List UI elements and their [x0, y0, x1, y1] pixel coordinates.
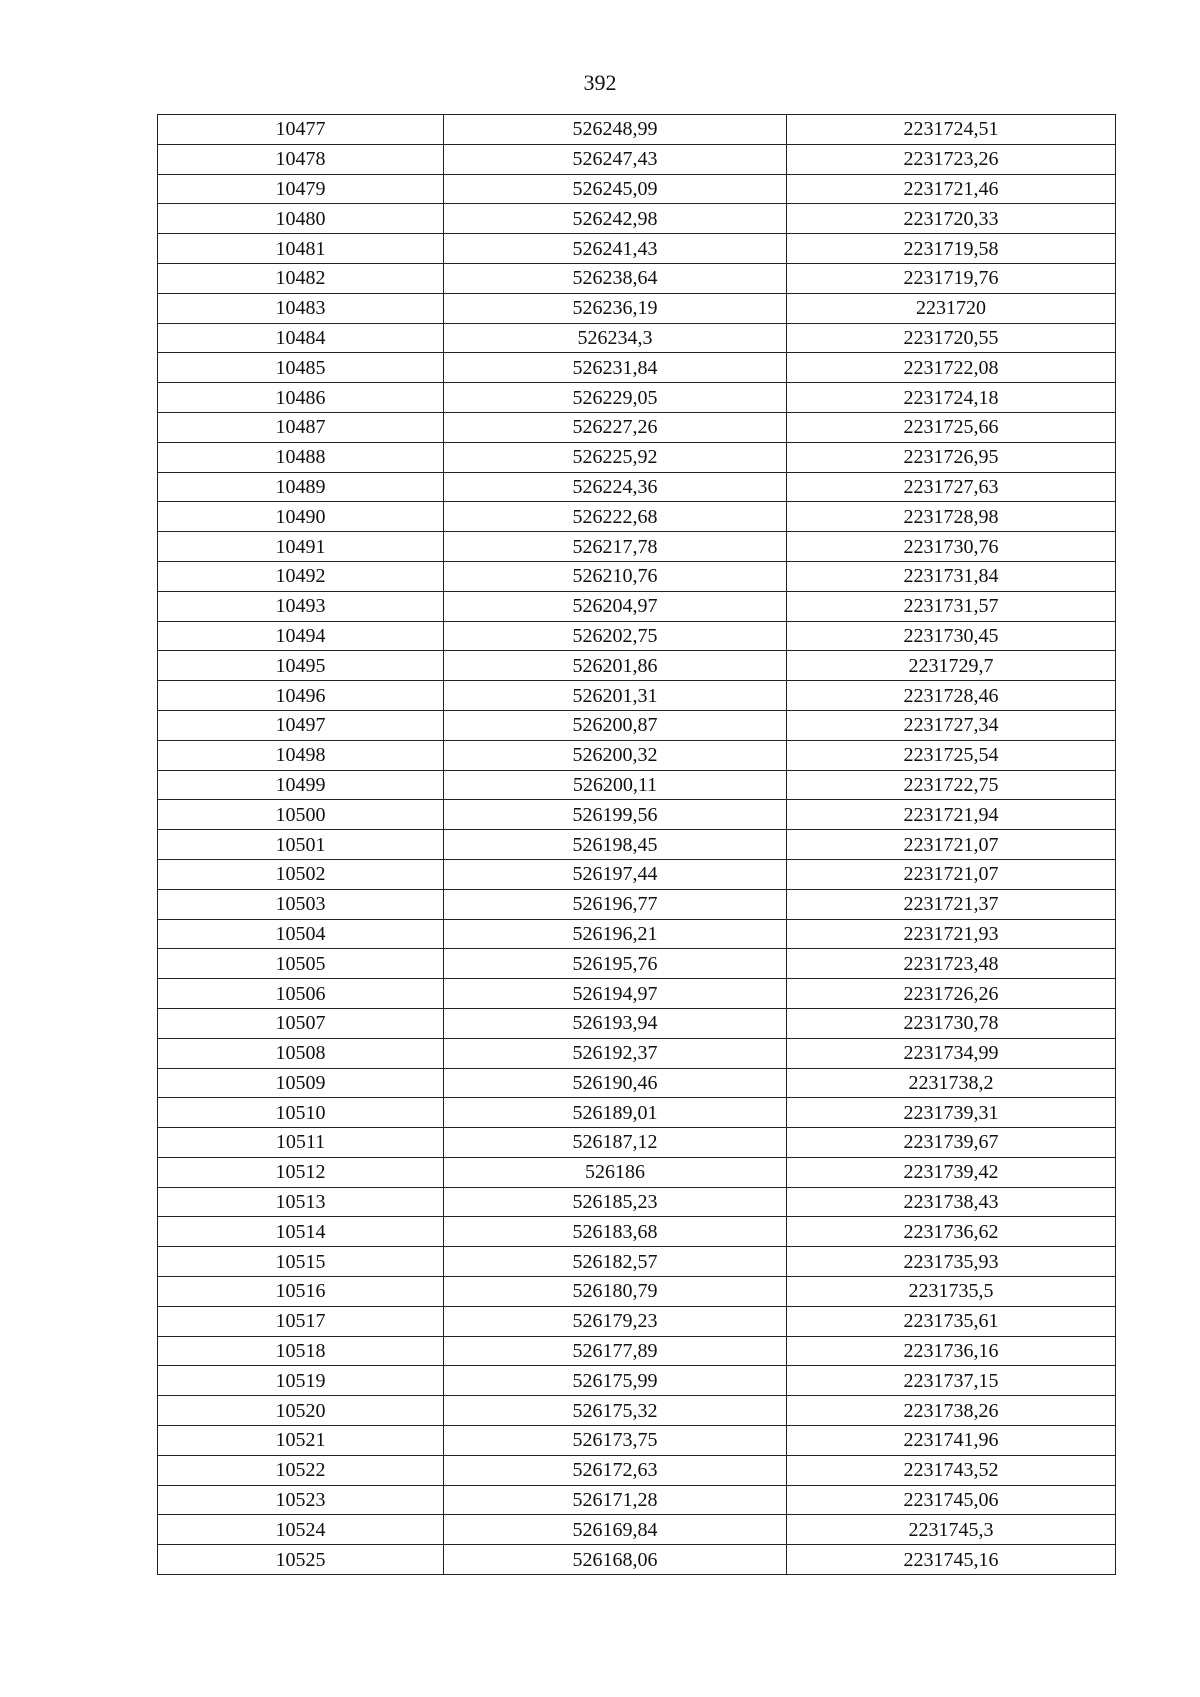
y-coordinate-cell: 2231725,66 — [787, 412, 1116, 442]
coordinates-table — [157, 114, 1116, 1575]
table-row — [158, 442, 1116, 472]
x-coordinate-cell: 526180,79 — [444, 1277, 787, 1307]
table-row — [158, 1545, 1116, 1575]
point-number-cell: 10500 — [158, 800, 444, 830]
y-coordinate-cell: 2231728,98 — [787, 502, 1116, 532]
point-number-cell: 10522 — [158, 1455, 444, 1485]
point-number-cell: 10495 — [158, 651, 444, 681]
y-coordinate-cell: 2231720,55 — [787, 323, 1116, 353]
x-coordinate-cell: 526183,68 — [444, 1217, 787, 1247]
table-row — [158, 800, 1116, 830]
point-number-cell: 10498 — [158, 740, 444, 770]
table-row — [158, 770, 1116, 800]
y-coordinate-cell: 2231724,18 — [787, 383, 1116, 413]
table-row — [158, 353, 1116, 383]
point-number-cell: 10515 — [158, 1247, 444, 1277]
y-coordinate-cell: 2231721,46 — [787, 174, 1116, 204]
y-coordinate-cell: 2231728,46 — [787, 681, 1116, 711]
x-coordinate-cell: 526200,87 — [444, 710, 787, 740]
point-number-cell: 10478 — [158, 144, 444, 174]
x-coordinate-cell: 526186 — [444, 1157, 787, 1187]
table-row — [158, 1426, 1116, 1456]
x-coordinate-cell: 526187,12 — [444, 1128, 787, 1158]
y-coordinate-cell: 2231721,93 — [787, 919, 1116, 949]
point-number-cell: 10505 — [158, 949, 444, 979]
point-number-cell: 10507 — [158, 1008, 444, 1038]
y-coordinate-cell: 2231720 — [787, 293, 1116, 323]
x-coordinate-cell: 526189,01 — [444, 1098, 787, 1128]
y-coordinate-cell: 2231736,62 — [787, 1217, 1116, 1247]
x-coordinate-cell: 526194,97 — [444, 979, 787, 1009]
table-row — [158, 1336, 1116, 1366]
table-row — [158, 1277, 1116, 1307]
table-row — [158, 681, 1116, 711]
point-number-cell: 10489 — [158, 472, 444, 502]
table-row — [158, 651, 1116, 681]
y-coordinate-cell: 2231719,76 — [787, 263, 1116, 293]
point-number-cell: 10487 — [158, 412, 444, 442]
x-coordinate-cell: 526225,92 — [444, 442, 787, 472]
table-row — [158, 1515, 1116, 1545]
table-row — [158, 1306, 1116, 1336]
table-row — [158, 561, 1116, 591]
y-coordinate-cell: 2231730,76 — [787, 532, 1116, 562]
point-number-cell: 10512 — [158, 1157, 444, 1187]
x-coordinate-cell: 526200,32 — [444, 740, 787, 770]
point-number-cell: 10485 — [158, 353, 444, 383]
table-row — [158, 263, 1116, 293]
x-coordinate-cell: 526199,56 — [444, 800, 787, 830]
coordinates-table-body — [158, 115, 1116, 1575]
point-number-cell: 10503 — [158, 889, 444, 919]
y-coordinate-cell: 2231738,2 — [787, 1068, 1116, 1098]
y-coordinate-cell: 2231725,54 — [787, 740, 1116, 770]
y-coordinate-cell: 2231739,42 — [787, 1157, 1116, 1187]
point-number-cell: 10510 — [158, 1098, 444, 1128]
x-coordinate-cell: 526245,09 — [444, 174, 787, 204]
y-coordinate-cell: 2231735,61 — [787, 1306, 1116, 1336]
y-coordinate-cell: 2231745,16 — [787, 1545, 1116, 1575]
table-row — [158, 1187, 1116, 1217]
point-number-cell: 10501 — [158, 830, 444, 860]
y-coordinate-cell: 2231723,26 — [787, 144, 1116, 174]
table-row — [158, 1455, 1116, 1485]
x-coordinate-cell: 526193,94 — [444, 1008, 787, 1038]
table-row — [158, 502, 1116, 532]
y-coordinate-cell: 2231737,15 — [787, 1366, 1116, 1396]
point-number-cell: 10481 — [158, 234, 444, 264]
point-number-cell: 10493 — [158, 591, 444, 621]
point-number-cell: 10525 — [158, 1545, 444, 1575]
x-coordinate-cell: 526224,36 — [444, 472, 787, 502]
table-row — [158, 740, 1116, 770]
x-coordinate-cell: 526196,21 — [444, 919, 787, 949]
y-coordinate-cell: 2231745,06 — [787, 1485, 1116, 1515]
point-number-cell: 10516 — [158, 1277, 444, 1307]
point-number-cell: 10523 — [158, 1485, 444, 1515]
point-number-cell: 10477 — [158, 115, 444, 145]
point-number-cell: 10494 — [158, 621, 444, 651]
x-coordinate-cell: 526217,78 — [444, 532, 787, 562]
point-number-cell: 10520 — [158, 1396, 444, 1426]
table-row — [158, 621, 1116, 651]
point-number-cell: 10486 — [158, 383, 444, 413]
table-row — [158, 1128, 1116, 1158]
table-row — [158, 532, 1116, 562]
table-row — [158, 1485, 1116, 1515]
table-row — [158, 919, 1116, 949]
y-coordinate-cell: 2231735,93 — [787, 1247, 1116, 1277]
point-number-cell: 10480 — [158, 204, 444, 234]
x-coordinate-cell: 526238,64 — [444, 263, 787, 293]
point-number-cell: 10518 — [158, 1336, 444, 1366]
y-coordinate-cell: 2231734,99 — [787, 1038, 1116, 1068]
table-row — [158, 1068, 1116, 1098]
x-coordinate-cell: 526241,43 — [444, 234, 787, 264]
y-coordinate-cell: 2231720,33 — [787, 204, 1116, 234]
x-coordinate-cell: 526179,23 — [444, 1306, 787, 1336]
y-coordinate-cell: 2231736,16 — [787, 1336, 1116, 1366]
x-coordinate-cell: 526242,98 — [444, 204, 787, 234]
table-row — [158, 383, 1116, 413]
table-row — [158, 293, 1116, 323]
y-coordinate-cell: 2231739,67 — [787, 1128, 1116, 1158]
y-coordinate-cell: 2231730,78 — [787, 1008, 1116, 1038]
y-coordinate-cell: 2231745,3 — [787, 1515, 1116, 1545]
table-row — [158, 979, 1116, 1009]
y-coordinate-cell: 2231726,95 — [787, 442, 1116, 472]
table-row — [158, 174, 1116, 204]
y-coordinate-cell: 2231731,57 — [787, 591, 1116, 621]
point-number-cell: 10479 — [158, 174, 444, 204]
point-number-cell: 10509 — [158, 1068, 444, 1098]
x-coordinate-cell: 526192,37 — [444, 1038, 787, 1068]
table-row — [158, 949, 1116, 979]
x-coordinate-cell: 526169,84 — [444, 1515, 787, 1545]
y-coordinate-cell: 2231743,52 — [787, 1455, 1116, 1485]
point-number-cell: 10497 — [158, 710, 444, 740]
table-row — [158, 412, 1116, 442]
table-row — [158, 1217, 1116, 1247]
y-coordinate-cell: 2231719,58 — [787, 234, 1116, 264]
point-number-cell: 10504 — [158, 919, 444, 949]
x-coordinate-cell: 526185,23 — [444, 1187, 787, 1217]
x-coordinate-cell: 526172,63 — [444, 1455, 787, 1485]
x-coordinate-cell: 526202,75 — [444, 621, 787, 651]
point-number-cell: 10499 — [158, 770, 444, 800]
x-coordinate-cell: 526234,3 — [444, 323, 787, 353]
point-number-cell: 10483 — [158, 293, 444, 323]
y-coordinate-cell: 2231721,94 — [787, 800, 1116, 830]
x-coordinate-cell: 526171,28 — [444, 1485, 787, 1515]
point-number-cell: 10524 — [158, 1515, 444, 1545]
y-coordinate-cell: 2231727,63 — [787, 472, 1116, 502]
table-row — [158, 1396, 1116, 1426]
x-coordinate-cell: 526177,89 — [444, 1336, 787, 1366]
x-coordinate-cell: 526222,68 — [444, 502, 787, 532]
y-coordinate-cell: 2231722,75 — [787, 770, 1116, 800]
y-coordinate-cell: 2231738,26 — [787, 1396, 1116, 1426]
x-coordinate-cell: 526200,11 — [444, 770, 787, 800]
point-number-cell: 10511 — [158, 1128, 444, 1158]
table-row — [158, 710, 1116, 740]
point-number-cell: 10521 — [158, 1426, 444, 1456]
table-row — [158, 1038, 1116, 1068]
table-row — [158, 234, 1116, 264]
point-number-cell: 10508 — [158, 1038, 444, 1068]
y-coordinate-cell: 2231738,43 — [787, 1187, 1116, 1217]
x-coordinate-cell: 526195,76 — [444, 949, 787, 979]
y-coordinate-cell: 2231731,84 — [787, 561, 1116, 591]
table-row — [158, 472, 1116, 502]
point-number-cell: 10517 — [158, 1306, 444, 1336]
x-coordinate-cell: 526168,06 — [444, 1545, 787, 1575]
point-number-cell: 10491 — [158, 532, 444, 562]
x-coordinate-cell: 526175,99 — [444, 1366, 787, 1396]
y-coordinate-cell: 2231729,7 — [787, 651, 1116, 681]
x-coordinate-cell: 526236,19 — [444, 293, 787, 323]
table-row — [158, 144, 1116, 174]
y-coordinate-cell: 2231721,07 — [787, 859, 1116, 889]
y-coordinate-cell: 2231739,31 — [787, 1098, 1116, 1128]
table-row — [158, 591, 1116, 621]
x-coordinate-cell: 526173,75 — [444, 1426, 787, 1456]
table-row — [158, 1098, 1116, 1128]
table-row — [158, 1366, 1116, 1396]
x-coordinate-cell: 526198,45 — [444, 830, 787, 860]
x-coordinate-cell: 526190,46 — [444, 1068, 787, 1098]
point-number-cell: 10482 — [158, 263, 444, 293]
y-coordinate-cell: 2231721,07 — [787, 830, 1116, 860]
y-coordinate-cell: 2231721,37 — [787, 889, 1116, 919]
table-row — [158, 1008, 1116, 1038]
table-row — [158, 859, 1116, 889]
point-number-cell: 10496 — [158, 681, 444, 711]
x-coordinate-cell: 526229,05 — [444, 383, 787, 413]
y-coordinate-cell: 2231741,96 — [787, 1426, 1116, 1456]
x-coordinate-cell: 526227,26 — [444, 412, 787, 442]
table-row — [158, 323, 1116, 353]
point-number-cell: 10488 — [158, 442, 444, 472]
x-coordinate-cell: 526182,57 — [444, 1247, 787, 1277]
table-row — [158, 204, 1116, 234]
point-number-cell: 10502 — [158, 859, 444, 889]
x-coordinate-cell: 526201,31 — [444, 681, 787, 711]
point-number-cell: 10513 — [158, 1187, 444, 1217]
point-number-cell: 10490 — [158, 502, 444, 532]
point-number-cell: 10484 — [158, 323, 444, 353]
y-coordinate-cell: 2231730,45 — [787, 621, 1116, 651]
y-coordinate-cell: 2231735,5 — [787, 1277, 1116, 1307]
table-row — [158, 1247, 1116, 1277]
table-row — [158, 115, 1116, 145]
x-coordinate-cell: 526247,43 — [444, 144, 787, 174]
x-coordinate-cell: 526248,99 — [444, 115, 787, 145]
table-row — [158, 1157, 1116, 1187]
y-coordinate-cell: 2231727,34 — [787, 710, 1116, 740]
point-number-cell: 10492 — [158, 561, 444, 591]
x-coordinate-cell: 526201,86 — [444, 651, 787, 681]
x-coordinate-cell: 526204,97 — [444, 591, 787, 621]
y-coordinate-cell: 2231723,48 — [787, 949, 1116, 979]
y-coordinate-cell: 2231724,51 — [787, 115, 1116, 145]
x-coordinate-cell: 526196,77 — [444, 889, 787, 919]
y-coordinate-cell: 2231722,08 — [787, 353, 1116, 383]
x-coordinate-cell: 526231,84 — [444, 353, 787, 383]
y-coordinate-cell: 2231726,26 — [787, 979, 1116, 1009]
point-number-cell: 10506 — [158, 979, 444, 1009]
x-coordinate-cell: 526197,44 — [444, 859, 787, 889]
table-row — [158, 889, 1116, 919]
point-number-cell: 10519 — [158, 1366, 444, 1396]
point-number-cell: 10514 — [158, 1217, 444, 1247]
x-coordinate-cell: 526210,76 — [444, 561, 787, 591]
x-coordinate-cell: 526175,32 — [444, 1396, 787, 1426]
page-number: 392 — [583, 70, 617, 95]
table-row — [158, 830, 1116, 860]
